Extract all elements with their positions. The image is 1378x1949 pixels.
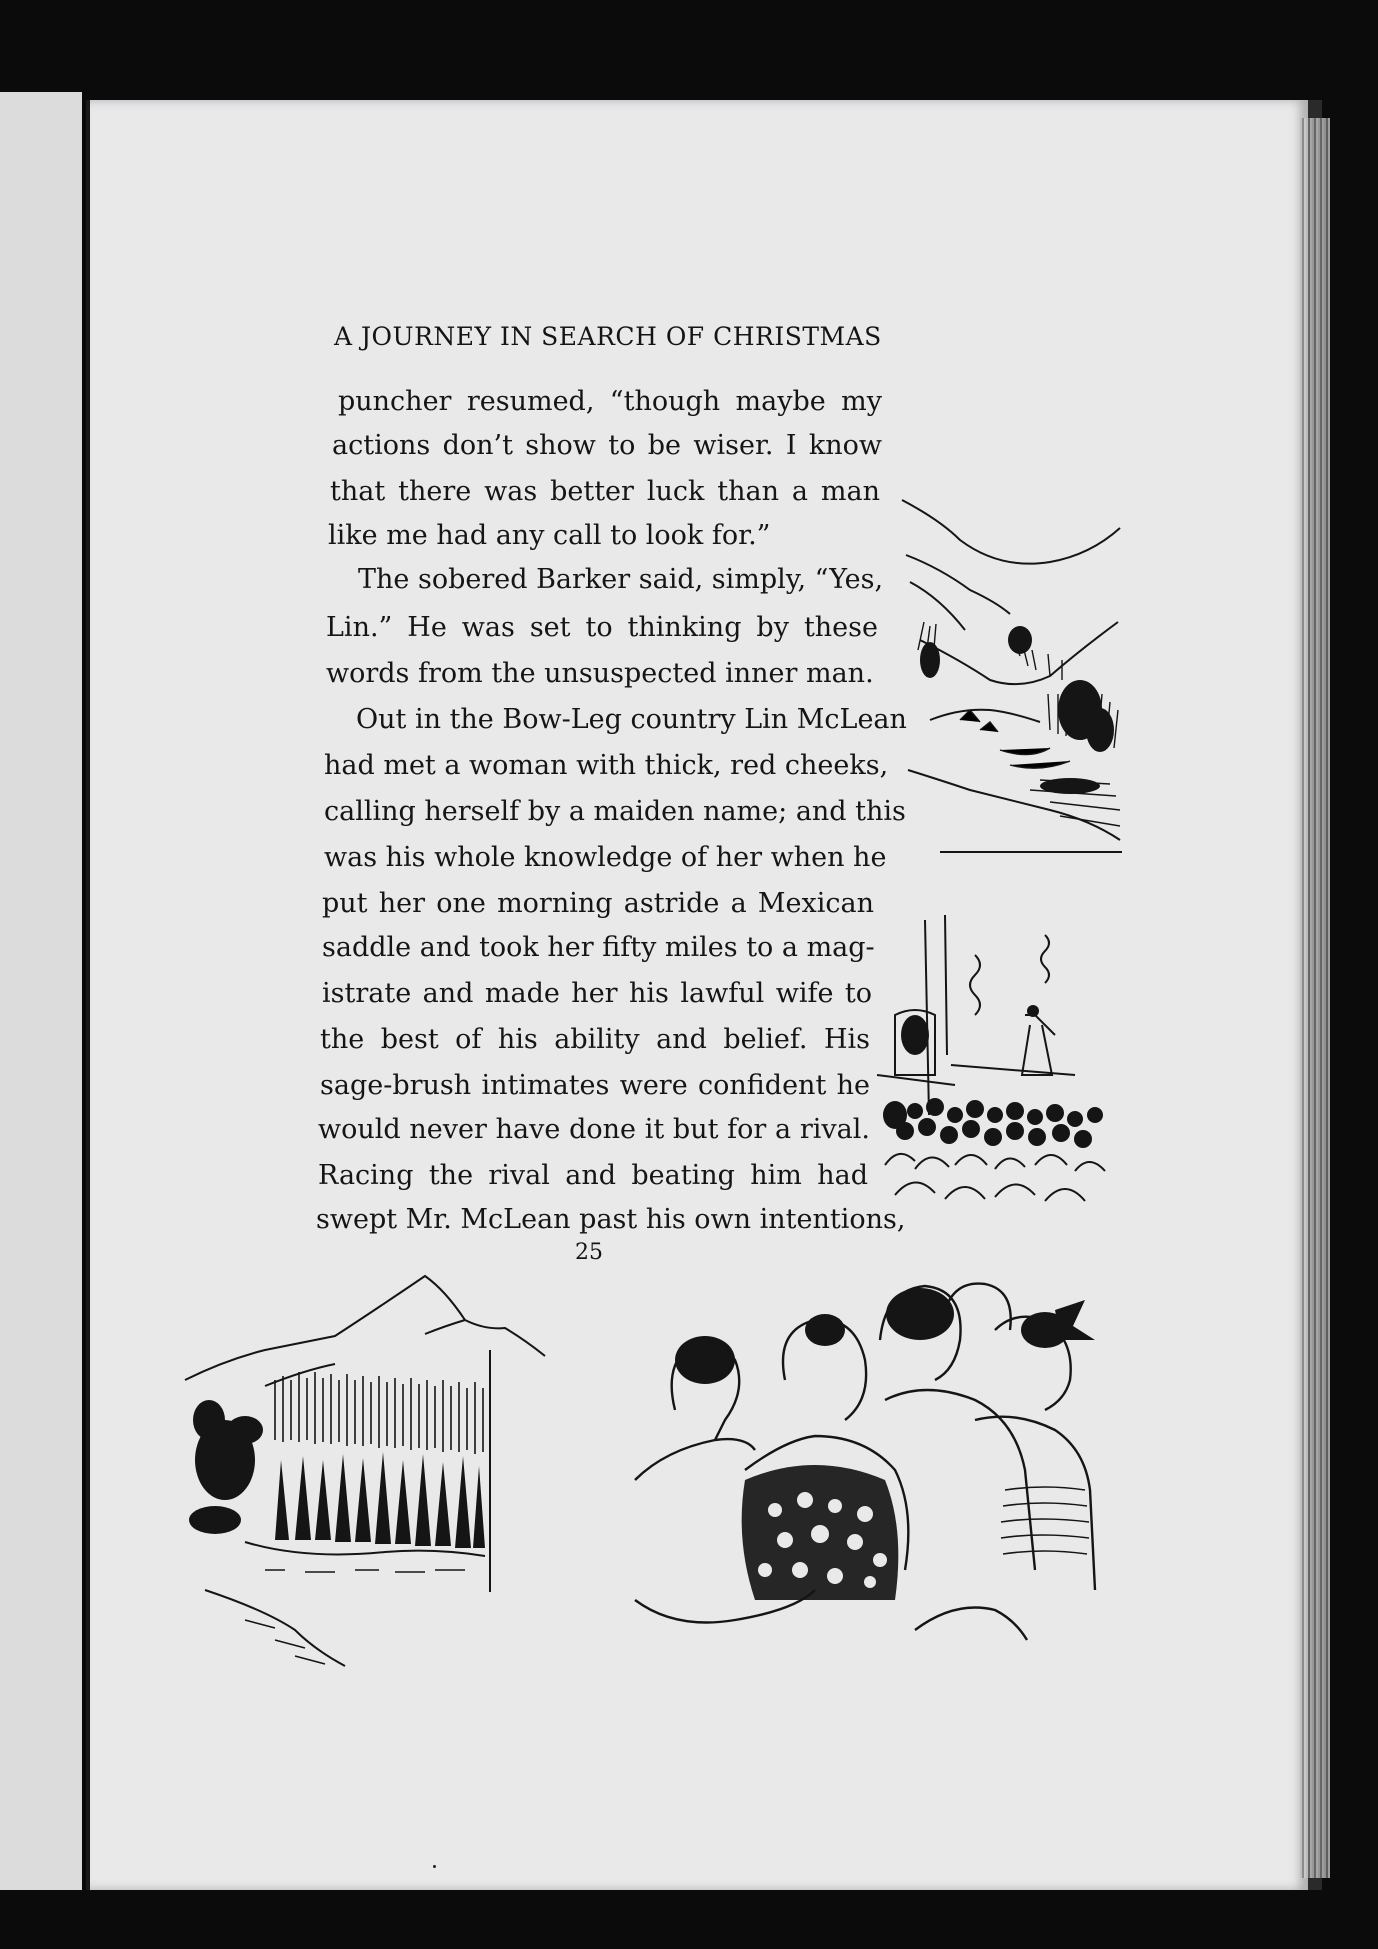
text-line: had met a woman with thick, red cheeks, xyxy=(324,750,889,781)
text-line: was his whole knowledge of her when he xyxy=(324,842,887,873)
page-stack-edge xyxy=(1300,118,1330,1878)
audience-illustration xyxy=(615,1270,1115,1670)
text-line: Racing the rival and beating him had xyxy=(318,1160,868,1191)
theatre-stage-illustration xyxy=(875,915,1120,1275)
text-line: put her one morning astride a Mexican xyxy=(322,888,874,919)
mountain-forest-illustration xyxy=(185,1270,615,1670)
text-line: that there was better luck than a man xyxy=(330,476,880,507)
text-line: would never have done it but for a rival. xyxy=(318,1114,870,1145)
text-line: The sobered Barker said, simply, “Yes, xyxy=(358,564,884,595)
page-number: 25 xyxy=(575,1240,603,1265)
text-line: actions don’t show to be wiser. I know xyxy=(332,430,882,461)
text-line: swept Mr. McLean past his own intentions, xyxy=(316,1204,906,1235)
text-line: Out in the Bow-Leg country Lin McLean xyxy=(356,704,907,735)
text-line: sage-brush intimates were confident he xyxy=(320,1070,870,1101)
facing-page-edge xyxy=(0,92,82,1890)
text-line: words from the unsuspected inner man. xyxy=(326,658,874,689)
text-line: calling herself by a maiden name; and this xyxy=(324,796,906,827)
valley-lake-illustration xyxy=(900,480,1140,860)
text-line: istrate and made her his lawful wife to xyxy=(322,978,872,1009)
text-line: like me had any call to look for.” xyxy=(328,520,771,551)
text-line: puncher resumed, “though maybe my xyxy=(338,386,882,417)
text-line: Lin.” He was set to thinking by these xyxy=(326,612,878,643)
running-head: A JOURNEY IN SEARCH OF CHRISTMAS xyxy=(334,322,882,351)
page-speck xyxy=(433,1865,436,1868)
text-line: the best of his ability and belief. His xyxy=(320,1024,870,1055)
text-line: saddle and took her fifty miles to a mag- xyxy=(322,932,875,963)
